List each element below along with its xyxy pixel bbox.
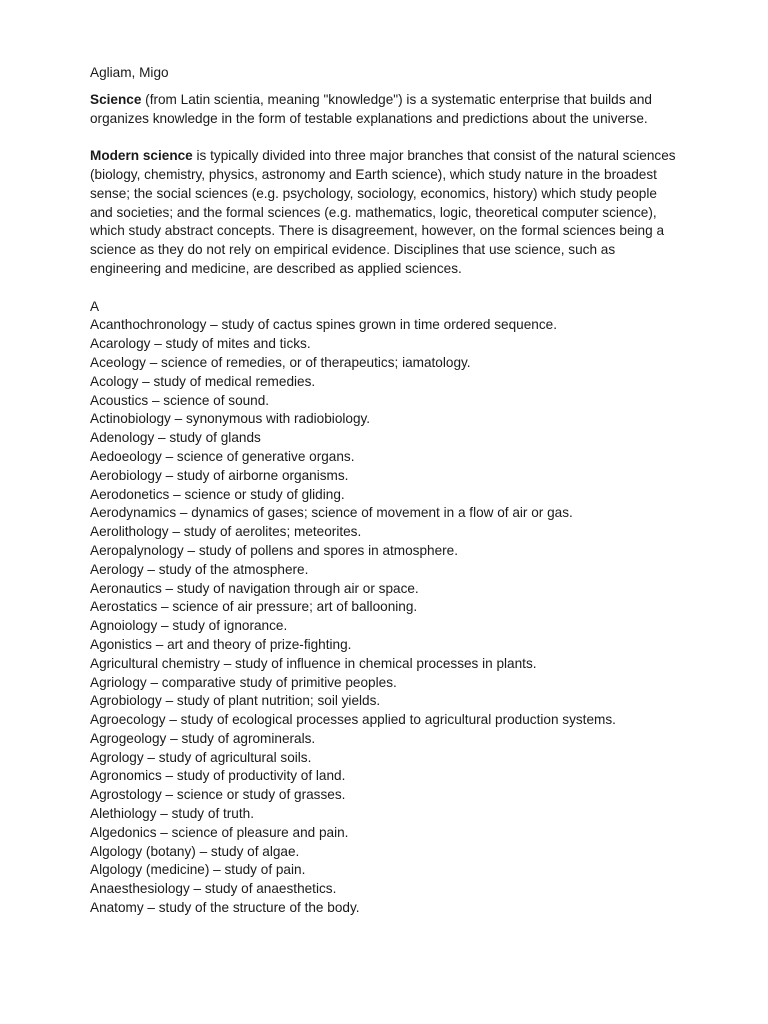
glossary-entry: Anatomy – study of the structure of the body.: [90, 900, 360, 916]
glossary-entry: Agrobiology – study of plant nutrition; soil yields.: [90, 693, 381, 709]
glossary-entry: Agrogeology – study of agrominerals.: [90, 730, 316, 746]
glossary-entry: Anaesthesiology – study of anaesthetics.: [90, 881, 337, 897]
glossary-entry: Agriology – comparative study of primitive peoples.: [90, 674, 397, 690]
glossary-entry: Acarology – study of mites and ticks.: [90, 336, 311, 352]
glossary-entry: Agrology – study of agricultural soils.: [90, 749, 312, 765]
glossary-entry: Aerolithology – study of aerolites; meteorites.: [90, 524, 362, 540]
glossary-entry: Agrostology – science or study of grasses.: [90, 787, 346, 803]
glossary-entry: Aerobiology – study of airborne organisms.: [90, 467, 349, 483]
glossary-entry: Algology (medicine) – study of pain.: [90, 862, 306, 878]
glossary-entry: Agricultural chemistry – study of influence in chemical processes in plants.: [90, 655, 537, 671]
glossary-entry: Agnoiology – study of ignorance.: [90, 618, 288, 634]
glossary-entry: Adenology – study of glands: [90, 430, 261, 446]
glossary-entry: Agroecology – study of ecological processes applied to agricultural production systems.: [90, 712, 616, 728]
glossary-list: [90, 316, 678, 918]
glossary-entry: Aeronautics – study of navigation through air or space.: [90, 580, 419, 596]
glossary-entry: Algology (botany) – study of algae.: [90, 843, 300, 859]
glossary-entry: Aedoeology – science of generative organs.: [90, 448, 355, 464]
modern-science-term: Modern science: [90, 148, 193, 164]
glossary-entry: Agonistics – art and theory of prize-fighting.: [90, 636, 352, 652]
intro-term: Science: [90, 91, 142, 107]
glossary-entry: Aeropalynology – study of pollens and spores in atmosphere.: [90, 542, 459, 558]
modern-science-paragraph: [90, 147, 678, 279]
glossary-entry: Aerodynamics – dynamics of gases; science of movement in a flow of air or gas.: [90, 505, 573, 521]
glossary-entry: Aerodonetics – science or study of gliding.: [90, 486, 345, 502]
glossary-entry: Actinobiology – synonymous with radiobiology.: [90, 411, 371, 427]
glossary-entry: Aerostatics – science of air pressure; art of ballooning.: [90, 599, 418, 615]
author-name: Agliam, Migo: [90, 65, 169, 80]
glossary-entry: Algedonics – science of pleasure and pain.: [90, 824, 349, 840]
glossary-entry: Agronomics – study of productivity of land.: [90, 768, 346, 784]
glossary-entry: Aerology – study of the atmosphere.: [90, 561, 309, 577]
glossary-entry: Acoustics – science of sound.: [90, 392, 270, 408]
modern-science-text: is typically divided into three major branches that consist of the natural sciences (biology, chemistry, physics, astronomy and Earth science), which study nature in the broadest sense; the social sciences (e.g. psychology, sociology, economics, history) which study people and societies; and the formal sciences (e.g. mathematics, logic, theoretical computer science), which study abstract concepts. There is disagreement, however, on the formal sciences being a science as they do not rely on empirical evidence. Disciplines that use science, such as engineering and medicine, are described as applied sciences.: [90, 148, 676, 276]
glossary-entry: Aceology – science of remedies, or of therapeutics; iamatology.: [90, 354, 471, 370]
glossary-entry: Acanthochronology – study of cactus spines grown in time ordered sequence.: [90, 317, 557, 333]
section-letter-heading: A: [90, 298, 100, 314]
intro-paragraph: [90, 91, 678, 129]
intro-text: (from Latin scientia, meaning "knowledge") is a systematic enterprise that builds and organizes knowledge in the form of testable explanations and predictions about the universe.: [90, 91, 652, 126]
glossary-entry: Acology – study of medical remedies.: [90, 373, 316, 389]
glossary-entry: Alethiology – study of truth.: [90, 806, 254, 822]
